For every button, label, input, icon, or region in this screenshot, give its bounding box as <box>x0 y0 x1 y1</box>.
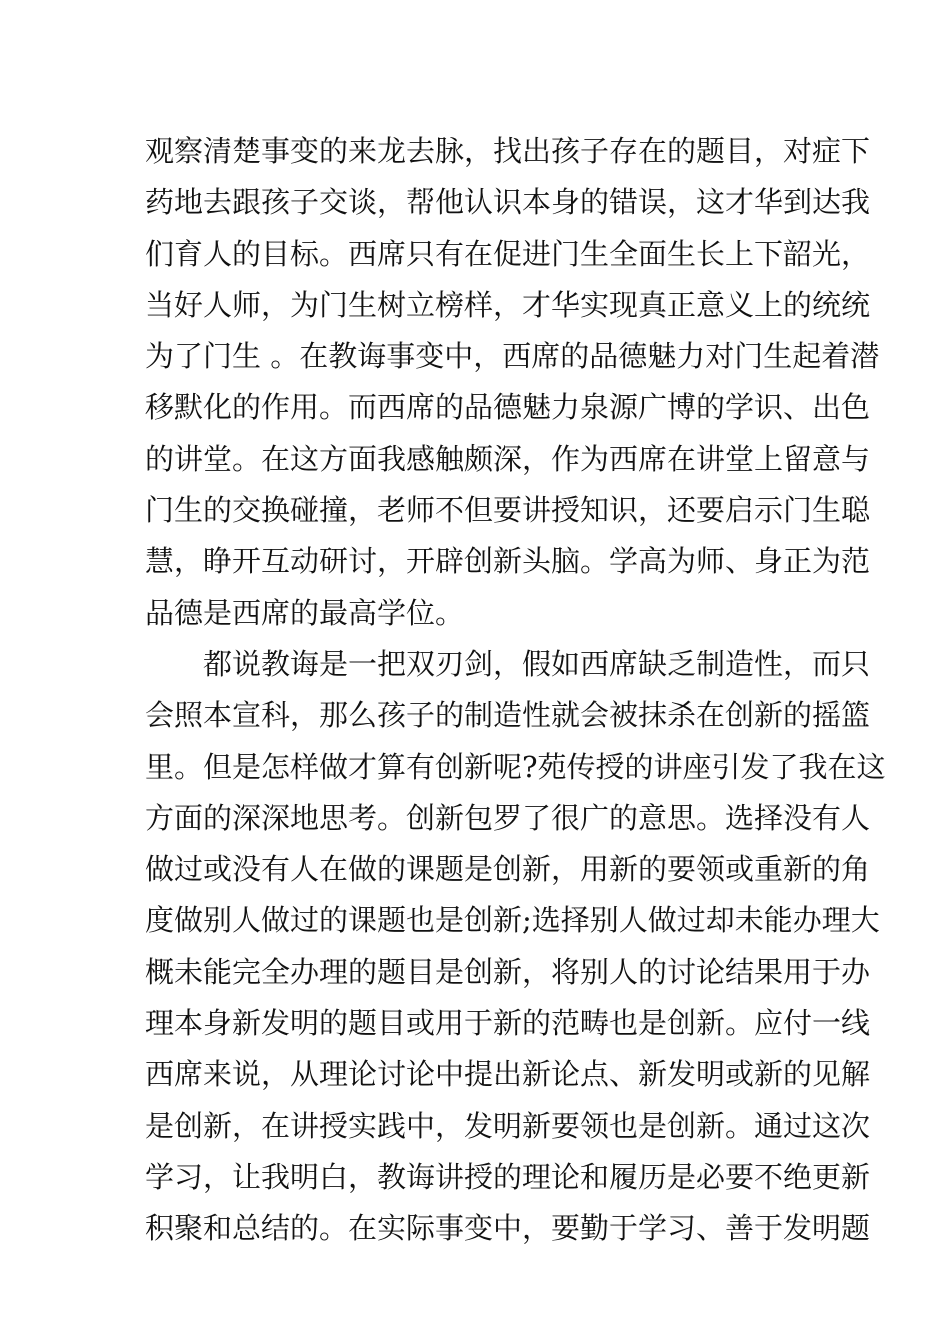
text-line: 概未能完全办理的题目是创新，将别人的讨论结果用于办 <box>145 954 871 989</box>
text-line: 方面的深深地思考。创新包罗了很广的意思。选择没有人 <box>145 800 871 835</box>
text-line: 当好人师，为门生树立榜样，才华实现真正意义上的统统 <box>145 287 871 322</box>
text-line: 会照本宣科，那么孩子的制造性就会被抹杀在创新的摇篮 <box>145 698 871 733</box>
text-line: 学习，让我明白，教诲讲授的理论和履历是必要不绝更新 <box>145 1159 871 1194</box>
text-line: 度做别人做过的课题也是创新;选择别人做过却未能办理大 <box>145 903 880 938</box>
text-line: 药地去跟孩子交谈，帮他认识本身的错误，这才华到达我 <box>145 185 871 220</box>
text-line: 是创新，在讲授实践中，发明新要领也是创新。通过这次 <box>145 1108 871 1143</box>
text-line: 慧，睁开互动研讨，开辟创新头脑。学高为师、身正为范 <box>145 544 871 579</box>
text-line: 移默化的作用。而西席的品德魅力泉源广博的学识、出色 <box>145 390 871 425</box>
text-line: 积聚和总结的。在实际事变中，要勤于学习、善于发明题 <box>145 1211 871 1246</box>
text-line: 西席来说，从理论讨论中提出新论点、新发明或新的见解 <box>145 1057 871 1092</box>
text-line: 为了门生 。在教诲事变中，西席的品德魅力对门生起着潜 <box>145 339 880 374</box>
text-line: 们育人的目标。西席只有在促进门生全面生长上下韶光， <box>145 236 871 271</box>
text-line: 的讲堂。在这方面我感触颇深，作为西席在讲堂上留意与 <box>145 441 871 476</box>
text-line: 理本身新发明的题目或用于新的范畴也是创新。应付一线 <box>145 1006 871 1041</box>
text-line: 里。但是怎样做才算有创新呢?苑传授的讲座引发了我在这 <box>145 749 886 784</box>
text-line: 门生的交换碰撞，老师不但要讲授知识，还要启示门生聪 <box>145 493 871 528</box>
paragraph-start-line: 都说教诲是一把双刃剑，假如西席缺乏制造性，而只 <box>203 646 871 681</box>
text-line: 观察清楚事变的来龙去脉，找出孩子存在的题目，对症下 <box>145 134 871 168</box>
body-text <box>145 126 886 1255</box>
text-line: 品德是西席的最高学位。 <box>145 595 465 630</box>
text-line: 做过或没有人在做的课题是创新，用新的要领或重新的角 <box>145 852 871 887</box>
